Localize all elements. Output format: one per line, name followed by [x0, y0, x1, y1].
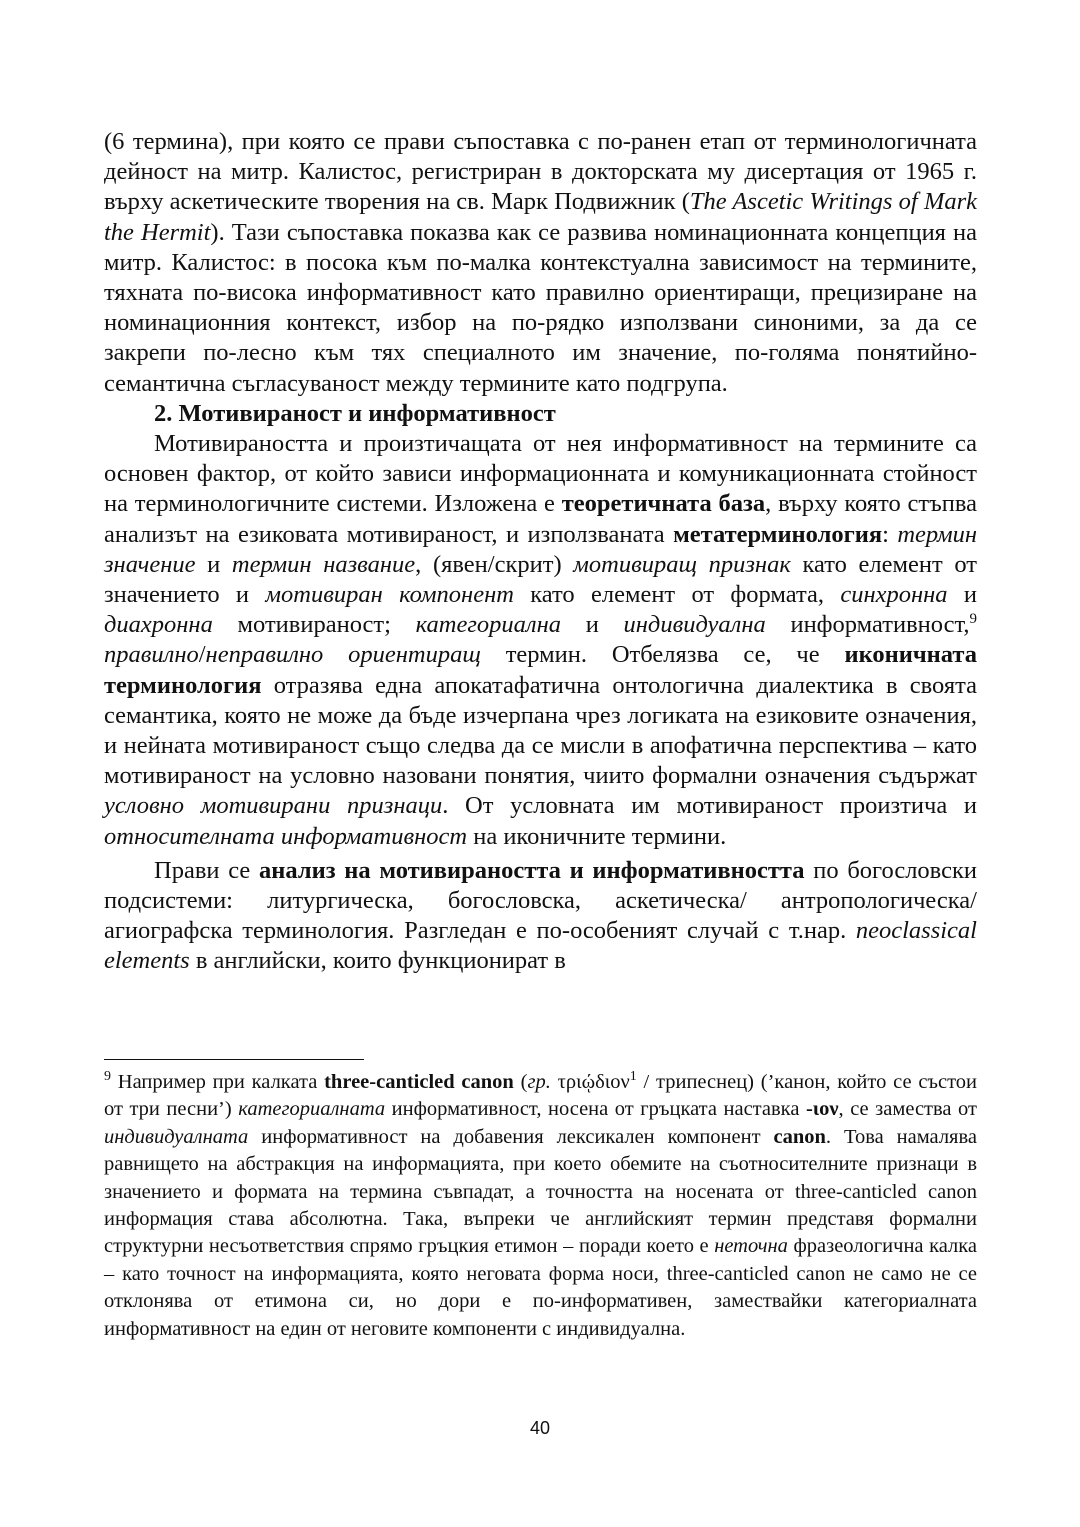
bold-term: теоретичната база — [561, 490, 766, 518]
text: / трипеснец) (’канон, който се състои от три песни’) — [104, 1071, 978, 1121]
text: информативност, носена от гръцката наставка — [385, 1098, 806, 1121]
text: на иконичните термини. — [467, 822, 727, 850]
text: като елемент от формата, — [513, 581, 841, 609]
italic-term: индивидуална — [623, 611, 766, 639]
text: : — [882, 520, 898, 548]
bold-term: метатерминология — [673, 520, 883, 548]
text: τριῴδιον — [550, 1071, 630, 1093]
text: и — [947, 581, 977, 609]
bold-term: three-canticled canon — [324, 1071, 514, 1093]
bold-term: canon — [773, 1125, 826, 1148]
text: ( — [513, 1071, 528, 1093]
superscript: 1 — [629, 1069, 637, 1085]
text: като елемент от значението и — [104, 550, 977, 609]
text: Прави се — [154, 856, 259, 884]
italic-term: термин значение — [104, 520, 977, 578]
book-title: The Ascetic Writings of Mark the Hermit — [104, 188, 978, 246]
text: в английски, които функционират в — [189, 947, 566, 975]
italic-term: относителната информативност — [104, 822, 468, 850]
italic-term: гр. — [527, 1071, 551, 1093]
text: (6 термина), при която се прави съпоставка с по-ранен етап от терминологичната дейност на митр. Калистос, регистриран в докторската му дисертация от 1965 г. върху аскетическите творения на св. Марк Подвижник ( — [104, 128, 977, 216]
text: и — [561, 611, 624, 639]
text: . Това намалява равнището на абстракция на информацията, при което обемите на съотносителните признаци в значението и формата на термина съвпадат, а точността на носената от three-canticled canon информация става абсолютна. Така, въпреки че английският термин представя формални структурни несъответствия спрямо гръцкия етимон – поради което е — [104, 1125, 977, 1258]
text: и — [195, 550, 232, 578]
italic-term: правилно — [104, 641, 199, 669]
text: информативност, — [765, 611, 970, 639]
text: термин. Отбелязва се, че — [480, 641, 845, 669]
text: , (явен/скрит) — [415, 550, 574, 578]
text: ). Тази съпоставка показва как се развива номинационната концепция на митр. Калистос: в посока към по-малка контекстуална зависимост на термините, тяхната по-висока информативност като правилно ориентиращи, прецизиране на номинационния контекст, избор на по-рядко използвани синоними, за да се закрепи по-лесно към тях специалното им значение, по-голяма понятийно-семантична съгласуваност между термините като подгрупа. — [104, 218, 978, 397]
text: / — [198, 641, 206, 669]
italic-term: категориална — [415, 611, 561, 639]
text: Мотивираността и произтичащата от нея информативност на термините са основен фактор, от който зависи информационната и комуникационната стойност на терминологичните системи. Изложена е — [104, 430, 977, 518]
page-number: 40 — [529, 1418, 551, 1438]
footnote-reference[interactable]: 9 — [969, 611, 977, 628]
paragraph-2 — [104, 429, 977, 852]
italic-term: индивидуалната — [104, 1125, 249, 1148]
italic-term: neoclassical elements — [104, 917, 977, 975]
bold-term: анализ на мотивираността и информативността — [259, 856, 805, 884]
text: , се замества от — [838, 1098, 977, 1121]
italic-term: категориалната — [238, 1098, 386, 1121]
section-heading: 2. Мотивираност и информативност — [154, 399, 556, 427]
text: , върху която стъпва анализът на езиковата мотивираност, и използваната — [104, 490, 977, 548]
footnote-mark: 9 — [104, 1069, 111, 1085]
text: мотивираност; — [212, 611, 416, 639]
text: Например при калката — [111, 1071, 325, 1093]
main-text — [104, 127, 977, 977]
footnote-9 — [104, 1069, 977, 1343]
italic-term: мотивиран компонент — [265, 581, 514, 609]
italic-term: синхронна — [840, 581, 948, 609]
paragraph-3 — [104, 856, 977, 977]
italic-term: неточна — [714, 1235, 788, 1258]
paragraph-1 — [104, 127, 977, 399]
italic-term: мотивиращ признак — [573, 550, 791, 578]
text: отразява една апокатафатична онтологична диалектика в своята семантика, която не може да бъде изчерпана чрез логиката на езиковите означения, и нейната мотивираност също следва да се мисли в апофатична перспектива – като мотивираност на условно назовани понятия, чиито формални означения съдържат — [104, 671, 977, 790]
footnote-text — [104, 1069, 977, 1343]
italic-term: термин название — [231, 550, 416, 578]
italic-term: диахронна — [104, 611, 213, 639]
text: по богословски подсистеми: литургическа, богословска, аскетическа/ антропологическа/агиографска терминология. Разгледан е по-особеният случай с т.нар. — [104, 856, 977, 945]
text: информативност на добавения лексикален компонент — [248, 1125, 774, 1148]
text: фразеологична калка – като точност на информацията, която неговата форма носи, three-canticled canon не само не се отклонява от етимона си, но дори е по-информативен, замествайки категориалната информативност на един от неговите компоненти с индивидуална. — [104, 1235, 977, 1340]
bold-term: иконичната терминология — [104, 641, 977, 699]
text: . От условната им мотивираност произтича и — [442, 792, 977, 820]
footnote-separator — [104, 1059, 364, 1060]
bold-term: -ιον — [805, 1098, 839, 1121]
italic-term: условно мотивирани признаци — [104, 792, 443, 820]
italic-term: неправилно ориентиращ — [205, 641, 481, 669]
